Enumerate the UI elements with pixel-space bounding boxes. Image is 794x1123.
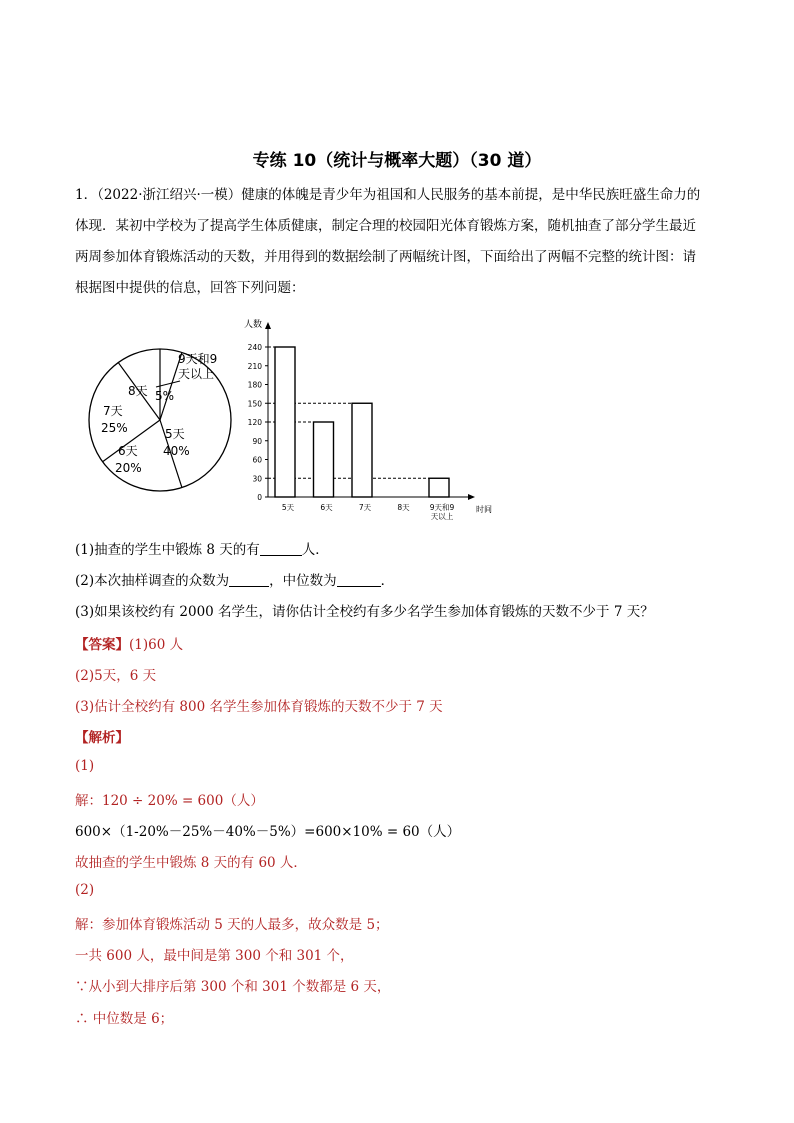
pie-label-6-pct: 20% — [115, 461, 142, 475]
analysis-line-2: 600×（1-20%－25%－40%－5%）=600×10% = 60（人） — [75, 824, 461, 840]
analysis-part-1: (1) — [75, 758, 95, 774]
y-axis-arrow — [265, 322, 271, 329]
y-tick-label: 30 — [252, 474, 262, 484]
pie-label-7: 7天 — [103, 404, 123, 418]
bar — [429, 478, 449, 497]
analysis-line-3: 故抽查的学生中锻炼 8 天的有 60 人． — [75, 855, 307, 871]
analysis-part-2: (2) — [75, 882, 95, 898]
pie-label-9-line1: 9天和9 — [178, 352, 218, 366]
pie-callout — [150, 345, 240, 405]
answer-2: (2)5天，6 天 — [75, 668, 157, 684]
x-tick-label: 6天 — [320, 503, 333, 512]
sub-question-2: (2)本次抽样调查的众数为 ，中位数为 ． — [75, 573, 395, 589]
y-tick-label: 240 — [247, 343, 262, 352]
analysis-line-7: ∴ 中位数是 6； — [75, 1011, 174, 1027]
page-title: 专练 10（统计与概率大题）（30 道） — [252, 151, 542, 171]
blank-2 — [229, 572, 269, 587]
bar — [352, 403, 372, 497]
answer-1: 【答案】(1)60 人 — [75, 637, 184, 653]
analysis-line-6: ∵从小到大排序后第 300 个和 301 个数都是 6 天， — [75, 979, 391, 995]
answer-3: (3)估计全校约有 800 名学生参加体育锻炼的天数不少于 7 天 — [75, 699, 443, 715]
blank-3 — [337, 572, 381, 587]
x-tick-label: 天以上 — [430, 512, 454, 521]
sub-question-3: (3)如果该校约有 2000 名学生，请你估计全校约有多少名学生参加体育锻炼的天数不少于 7 天？ — [75, 604, 654, 620]
y-tick-label: 120 — [247, 418, 262, 427]
y-tick-label: 0 — [257, 493, 262, 502]
question-source: （2022·浙江绍兴·一模） — [97, 187, 242, 203]
x-tick-label: 8天 — [397, 503, 410, 512]
pie-label-8: 8天 — [128, 384, 148, 398]
question-text: 1．（2022·浙江绍兴·一模）健康的体魄是青少年为祖国和人民服务的基本前提，是中华民族旺盛生命力的 体现．某初中学校为了提高学生体质健康，制定合理的校园阳光体育锻炼方案，随机抽查了部分学生最近 两周参加体育锻炼活动的天数，并用得到的数据绘制了两幅统计图，下面给出了两幅不完整的统计图：请 根据图中提供的信息，回答下列问题： — [75, 187, 701, 296]
pie-callout-line — [156, 381, 180, 387]
bar-y-axis-label: 人数 — [244, 320, 263, 330]
x-axis-arrow — [468, 494, 475, 500]
x-tick-label: 9天和9 — [429, 503, 455, 512]
question-number: 1． — [75, 187, 98, 203]
x-tick-label: 7天 — [358, 503, 372, 512]
pie-label-5-pct: 40% — [163, 444, 190, 458]
pie-label-9-line2: 天以上 — [178, 367, 215, 381]
y-tick-label: 150 — [247, 399, 262, 409]
bar-x-axis-label: 时间 — [476, 505, 492, 514]
pie-label-6: 6天 — [118, 444, 138, 458]
analysis-line-1: 解：120 ÷ 20% = 600（人） — [75, 793, 264, 809]
sub-question-1: (1)抽查的学生中锻炼 8 天的有 人． — [75, 542, 329, 558]
analysis-line-4: 解：参加体育锻炼活动 5 天的人最多，故众数是 5； — [75, 917, 389, 933]
x-tick-label: 5天 — [281, 503, 295, 512]
analysis-label: 【解析】 — [75, 730, 129, 746]
pie-label-7-pct: 25% — [101, 421, 128, 435]
pie-label-9-pct: 5% — [155, 389, 175, 403]
y-tick-label: 90 — [252, 436, 262, 446]
bar-chart — [230, 315, 500, 530]
blank-1 — [260, 541, 302, 556]
y-tick-label: 210 — [247, 361, 262, 371]
answer-label: 【答案】 — [75, 637, 129, 653]
pie-label-5: 5天 — [165, 427, 185, 441]
bar — [275, 347, 295, 497]
bar — [314, 422, 334, 497]
y-tick-label: 60 — [252, 455, 262, 465]
analysis-line-5: 一共 600 人，最中间是第 300 个和 301 个， — [75, 948, 354, 964]
y-tick-label: 180 — [247, 380, 262, 390]
